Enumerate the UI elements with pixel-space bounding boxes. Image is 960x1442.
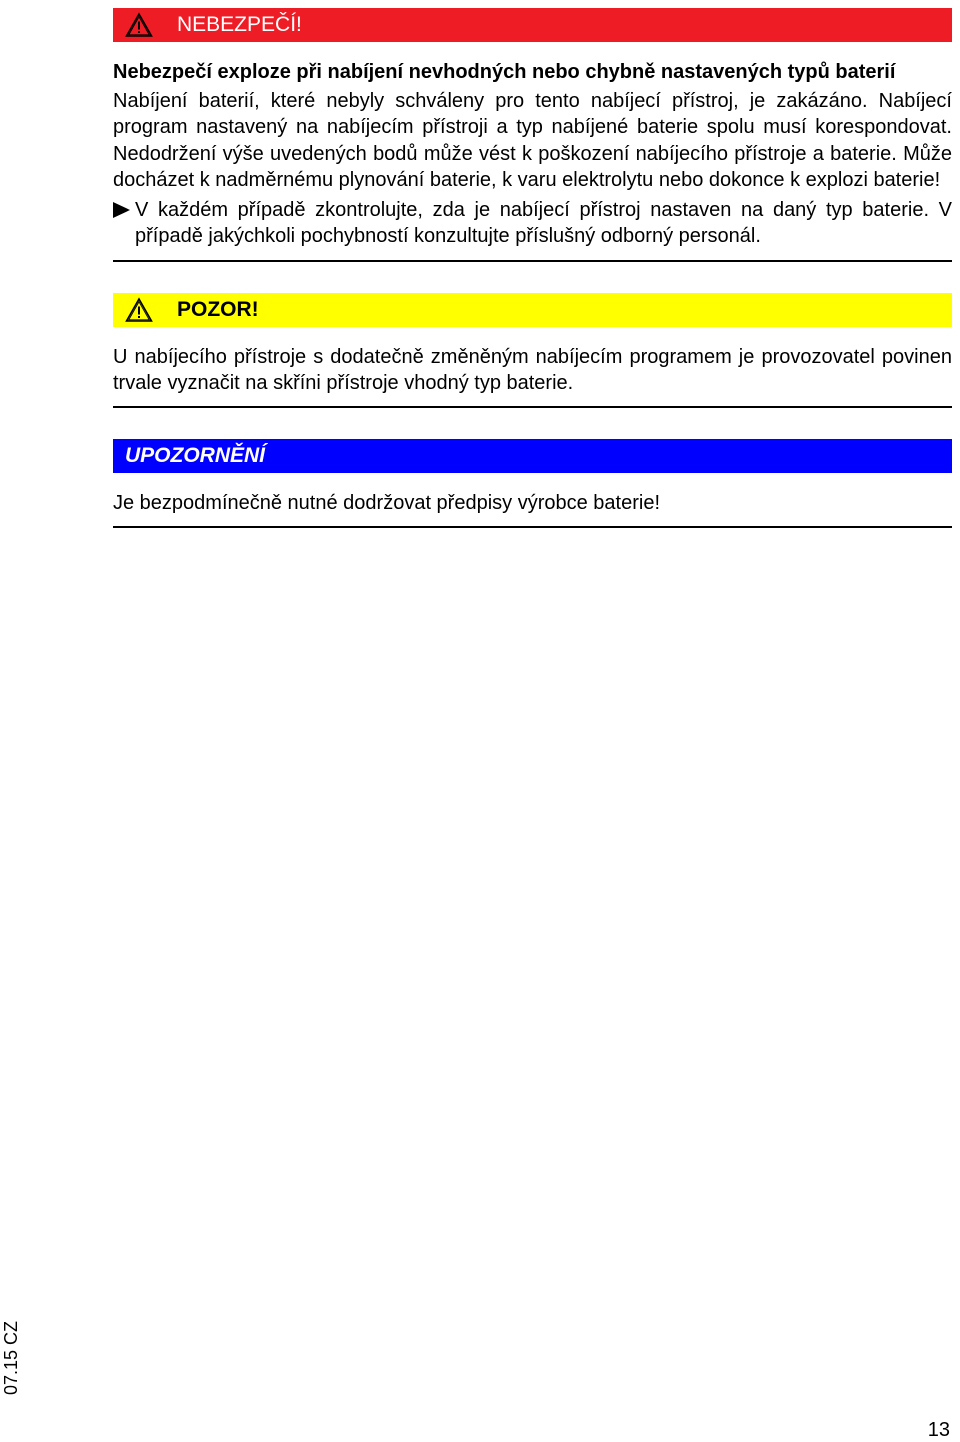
danger-banner <box>113 8 952 42</box>
document-page <box>113 8 952 528</box>
caution-body: U nabíjecího přístroje s dodatečně změněným nabíjecím programem je provozovatel povinen trvale vyznačit na skříni přístroje vhodný typ baterie. <box>113 345 952 394</box>
document-code: 07.15 CZ <box>1 1320 21 1395</box>
danger-bullet-text: V každém případě zkontrolujte, zda je nabíjecí přístroj nastaven na daný typ baterie. V případě jakýchkoli pochybností konzultujte příslušný odborný personál. <box>135 198 952 247</box>
danger-title: NEBEZPEČÍ! <box>177 13 302 36</box>
bullet-arrow-icon <box>113 202 130 218</box>
page-number: 13 <box>927 1419 950 1441</box>
notice-body: Je bezpodmínečně nutné dodržovat předpisy výrobce baterie! <box>113 491 661 514</box>
section-divider <box>113 260 952 262</box>
caution-section <box>113 293 952 408</box>
warning-triangle-icon <box>125 12 153 38</box>
caution-title: POZOR! <box>177 297 259 321</box>
notice-title: UPOZORNĚNÍ <box>125 443 266 467</box>
warning-triangle-icon <box>125 297 153 323</box>
section-divider <box>113 526 952 528</box>
danger-heading: Nebezpečí exploze při nabíjení nevhodných nebo chybně nastavených typů baterií <box>113 61 896 83</box>
section-divider <box>113 406 952 408</box>
danger-section <box>113 8 952 262</box>
danger-body: Nabíjení baterií, které nebyly schváleny pro tento nabíjecí přístroj, je zakázáno. Nabíjecí program nastavený na nabíjecím přístroji a typ nabíjené baterie spolu musí korespondovat. Nedodržení výše uvedených bodů může vést k poškození nabíjecího přístroje a baterie. Může docházet k nadměrnému plynování baterie, k varu elektrolytu nebo dokonce k explozi baterie! <box>113 89 952 191</box>
notice-section <box>113 439 952 529</box>
notice-banner <box>113 439 952 473</box>
danger-bullet <box>113 197 952 250</box>
caution-banner <box>113 293 952 327</box>
